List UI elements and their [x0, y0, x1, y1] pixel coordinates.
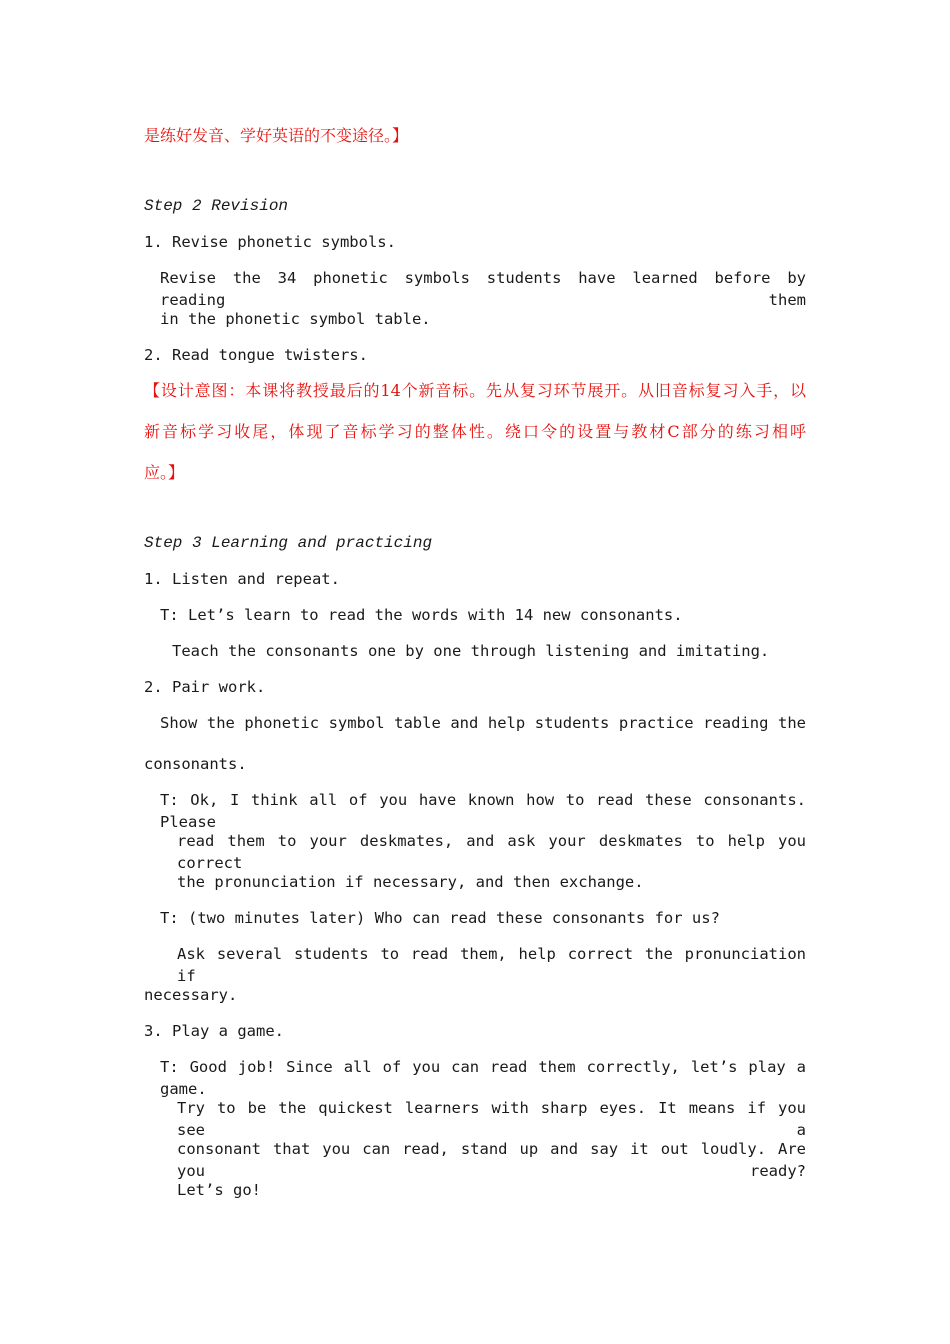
step3-item2-t1-c: the pronunciation if necessary, and then exchange.: [177, 873, 644, 891]
step3-item3-t-b: Try to be the quickest learners with sharp eyes. It means if you see a: [177, 1099, 806, 1139]
step3-item1-teach: Teach the consonants one by one through listening and imitating.: [172, 642, 770, 660]
step2-design-note-c: 应。】: [144, 463, 185, 482]
step3-item2-ask-b: necessary.: [144, 986, 238, 1004]
step3-item3-t-c: consonant that you can read, stand up and say it out loudly. Are you ready?: [177, 1140, 806, 1180]
step2-item1-text-a: Revise the 34 phonetic symbols students have learned before by reading them: [160, 269, 806, 309]
step2-item2: 2. Read tongue twisters.: [144, 346, 368, 364]
step3-item3: 3. Play a game.: [144, 1022, 284, 1040]
step3-item2: 2. Pair work.: [144, 678, 266, 696]
step3-item2-t2: T: (two minutes later) Who can read these consonants for us?: [160, 909, 720, 927]
step3-item2-t1-a: T: Ok, I think all of you have known how to read these consonants. Please: [160, 791, 806, 831]
step3-item2-t1-b: read them to your deskmates, and ask your deskmates to help you correct: [177, 832, 806, 872]
step3-item2-ask-a: Ask several students to read them, help correct the pronunciation if: [177, 945, 806, 985]
step3-item1-t: T: Let’s learn to read the words with 14 new consonants.: [160, 606, 683, 624]
step3-item3-t-a: T: Good job! Since all of you can read them correctly, let’s play a game.: [160, 1058, 806, 1098]
step3-item2-show-b: consonants.: [144, 755, 247, 773]
step3-item3-t-d: Let’s go!: [177, 1181, 261, 1199]
step2-item1-text-b: in the phonetic symbol table.: [160, 310, 431, 328]
step3-heading: Step 3 Learning and practicing: [144, 534, 433, 552]
step3-item2-show-a: Show the phonetic symbol table and help students practice reading the: [160, 714, 806, 732]
step2-design-note-a: 【设计意图：本课将教授最后的14个新音标。先从复习环节展开。从旧音标复习入手，以: [144, 381, 806, 400]
step2-item1: 1. Revise phonetic symbols.: [144, 233, 396, 251]
step2-design-note-b: 新音标学习收尾，体现了音标学习的整体性。绕口令的设置与教材C部分的练习相呼: [144, 422, 806, 441]
step2-heading: Step 2 Revision: [144, 197, 289, 215]
intro-note: 是练好发音、学好英语的不变途径。】: [144, 126, 409, 145]
step3-item1: 1. Listen and repeat.: [144, 570, 340, 588]
